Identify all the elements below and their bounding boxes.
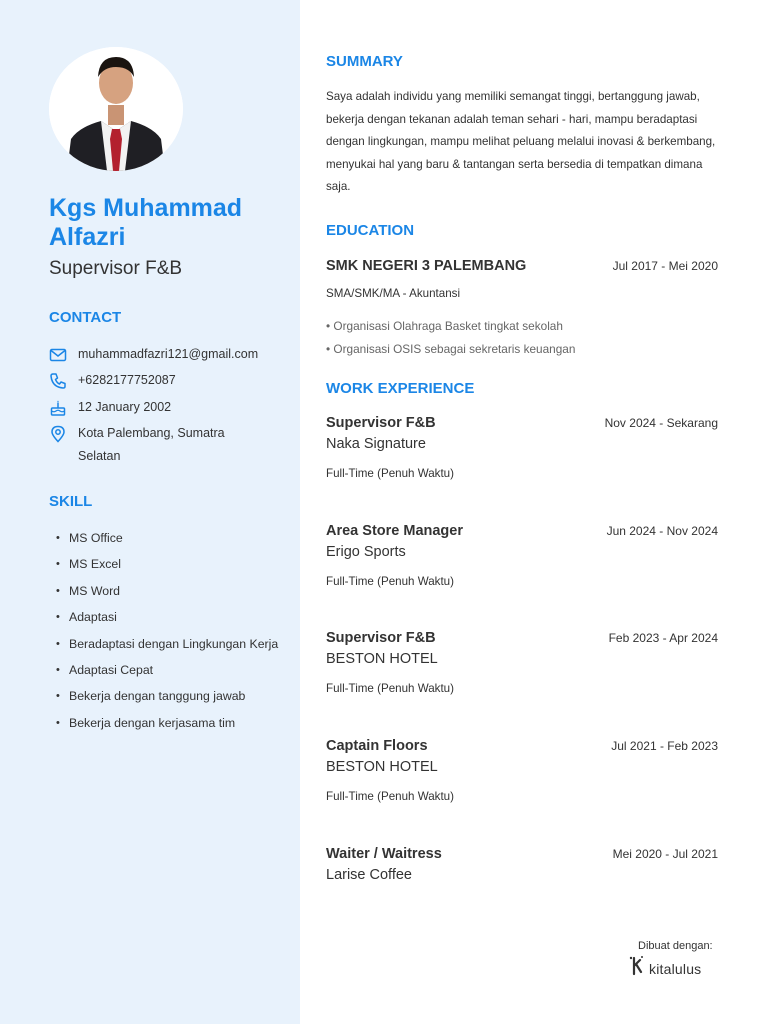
- made-with-label: Dibuat dengan:: [638, 940, 713, 952]
- phone-text: +6282177752087: [78, 373, 176, 387]
- job-type: Full-Time (Penuh Waktu): [326, 790, 454, 803]
- contact-heading: CONTACT: [49, 309, 122, 326]
- skill-item: • MS Office: [56, 527, 286, 550]
- education-level: SMA/SMK/MA - Akuntansi: [326, 287, 461, 300]
- work-entry: [326, 415, 718, 480]
- work-entry: [326, 630, 718, 695]
- phone-icon: [49, 372, 69, 390]
- candidate-name: Kgs Muhammad Alfazri: [49, 194, 243, 251]
- job-date: Feb 2023 - Apr 2024: [608, 631, 718, 645]
- location-text: Kota Palembang, Sumatra Selatan: [78, 426, 225, 463]
- summary-heading: SUMMARY: [326, 53, 403, 70]
- job-company: Naka Signature: [326, 436, 426, 452]
- activity-item: • Organisasi Olahraga Basket tingkat sekolah: [326, 315, 575, 338]
- job-company: BESTON HOTEL: [326, 651, 438, 667]
- skill-list: [56, 527, 286, 738]
- skill-item: • MS Word: [56, 580, 286, 603]
- job-title: Supervisor F&B: [326, 415, 436, 431]
- job-company: BESTON HOTEL: [326, 759, 438, 775]
- job-title: Supervisor F&B: [326, 630, 436, 646]
- job-company: Erigo Sports: [326, 544, 406, 560]
- made-with-badge: [628, 940, 728, 983]
- job-type: Full-Time (Penuh Waktu): [326, 682, 454, 695]
- job-date: Jun 2024 - Nov 2024: [606, 524, 718, 538]
- job-title: Captain Floors: [326, 738, 428, 754]
- school-name: SMK NEGERI 3 PALEMBANG: [326, 258, 527, 274]
- email-text: muhammadfazri121@gmail.com: [78, 347, 259, 361]
- birthday-text: 12 January 2002: [78, 400, 172, 414]
- education-heading: EDUCATION: [326, 222, 415, 239]
- job-title: Waiter / Waitress: [326, 846, 442, 862]
- brand-name: kitalulus: [649, 960, 702, 977]
- skill-item: • Beradaptasi dengan Lingkungan Kerja: [56, 633, 286, 656]
- contact-location: [49, 425, 289, 468]
- job-date: Nov 2024 - Sekarang: [604, 416, 718, 430]
- education-date: Jul 2017 - Mei 2020: [612, 259, 718, 273]
- summary-text: Saya adalah individu yang memiliki semangat tinggi, bertanggung jawab, bekerja dengan tekanan adalah teman sehari - hari, mampu beradaptasi dengan lingkungan, mampu melihat peluang melalui inovasi & berkembang, menyukai hal yang baru & tantangan serta bersedia di tempatkan dimana saja.: [326, 90, 716, 194]
- map-pin-icon: [49, 425, 69, 443]
- contact-birthday: [49, 399, 289, 419]
- profile-photo: [49, 47, 183, 171]
- contact-email[interactable]: [49, 346, 289, 366]
- job-title: Area Store Manager: [326, 523, 463, 539]
- job-date: Mei 2020 - Jul 2021: [612, 847, 718, 861]
- candidate-role: Supervisor F&B: [49, 258, 183, 279]
- kitalulus-logo-icon: [628, 954, 648, 983]
- skill-item: • Bekerja dengan kerjasama tim: [56, 712, 286, 735]
- job-date: Jul 2021 - Feb 2023: [611, 739, 718, 753]
- education-entry: [326, 258, 718, 274]
- contact-phone[interactable]: [49, 372, 289, 392]
- skill-item: • Bekerja dengan tanggung jawab: [56, 685, 286, 708]
- work-entry: [326, 846, 718, 883]
- activity-item: • Organisasi OSIS sebagai sekretaris keuangan: [326, 338, 575, 361]
- work-heading: WORK EXPERIENCE: [326, 380, 475, 397]
- skill-item: • Adaptasi: [56, 606, 286, 629]
- job-type: Full-Time (Penuh Waktu): [326, 575, 454, 588]
- cake-icon: [49, 399, 69, 417]
- skill-heading: SKILL: [49, 493, 93, 510]
- work-entry: [326, 523, 718, 588]
- envelope-icon: [49, 346, 69, 364]
- work-entry: [326, 738, 718, 803]
- skill-item: • Adaptasi Cepat: [56, 659, 286, 682]
- job-company: Larise Coffee: [326, 867, 412, 883]
- education-activities: [326, 315, 575, 361]
- job-type: Full-Time (Penuh Waktu): [326, 467, 454, 480]
- skill-item: • MS Excel: [56, 553, 286, 576]
